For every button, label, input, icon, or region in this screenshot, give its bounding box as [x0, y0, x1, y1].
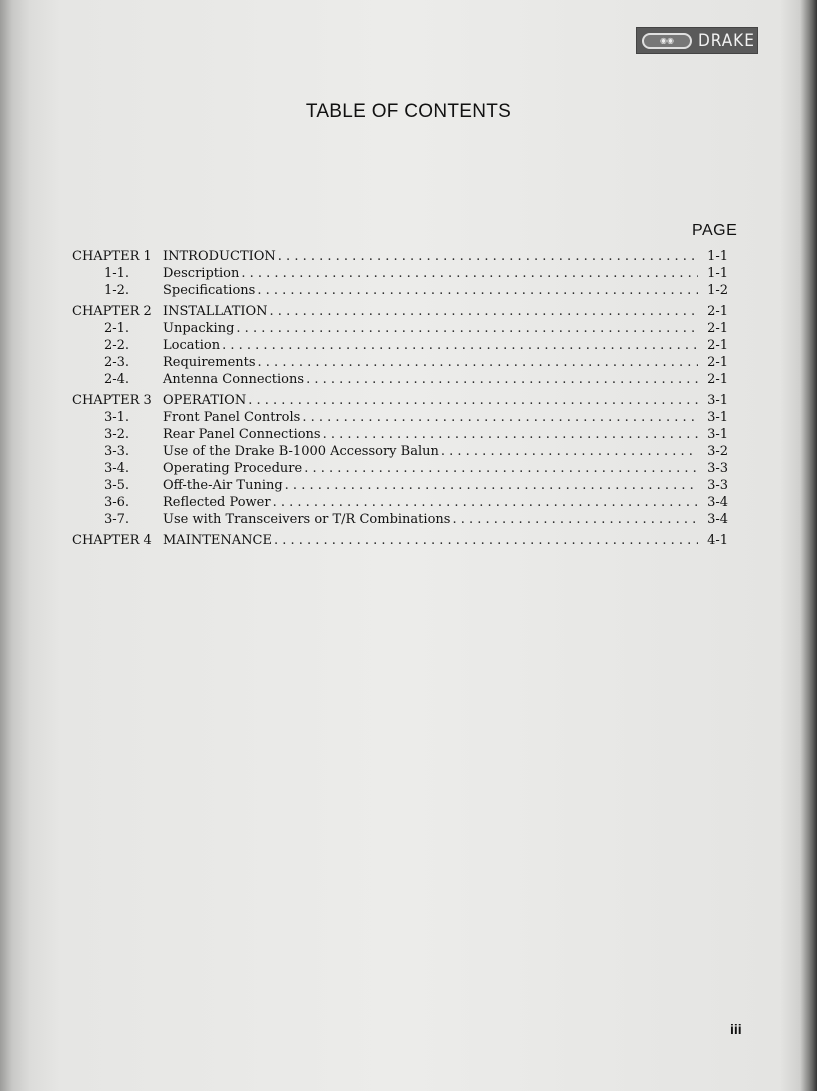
page-reference: 3-3: [707, 478, 728, 493]
dot-leader: [239, 266, 698, 281]
chapter-label: CHAPTER 2: [72, 304, 152, 319]
page-reference: 2-1: [707, 338, 728, 353]
page-reference: 2-1: [707, 372, 728, 387]
dot-leader: [272, 533, 698, 548]
section-title: Specifications: [163, 283, 256, 298]
section-title: Front Panel Controls: [163, 410, 301, 425]
section-number: 1-1.: [104, 266, 130, 281]
dot-leader: [439, 444, 698, 459]
page-reference: 1-1: [707, 266, 728, 281]
toc-section-row: [72, 427, 728, 444]
toc-section-row: [72, 355, 728, 372]
chapter-label: CHAPTER 1: [72, 249, 152, 264]
toc-chapter-row: [72, 304, 728, 321]
toc-section-row: [72, 478, 728, 495]
section-number: 1-2.: [104, 283, 130, 298]
section-title: Unpacking: [163, 321, 235, 336]
toc-section-row: [72, 283, 728, 300]
chapter-title: MAINTENANCE: [163, 533, 272, 548]
section-number: 3-4.: [104, 461, 130, 476]
drake-logo: [636, 27, 758, 54]
chapter-label: CHAPTER 3: [72, 393, 152, 408]
page-reference: 1-2: [707, 283, 728, 298]
dot-leader: [276, 249, 698, 264]
section-number: 3-3.: [104, 444, 130, 459]
chapter-title: INTRODUCTION: [163, 249, 276, 264]
page-reference: 3-1: [707, 393, 728, 408]
drake-emblem-icon: ◉◉: [642, 33, 692, 49]
dot-leader: [256, 355, 698, 370]
dot-leader: [300, 410, 698, 425]
dot-leader: [302, 461, 698, 476]
page-column-header: PAGE: [692, 222, 738, 239]
section-title: Location: [163, 338, 221, 353]
section-title: Reflected Power: [163, 495, 271, 510]
toc-section-row: [72, 321, 728, 338]
chapter-title: OPERATION: [163, 393, 247, 408]
toc-section-row: [72, 461, 728, 478]
section-number: 2-1.: [104, 321, 130, 336]
page-title: TABLE OF CONTENTS: [305, 101, 512, 122]
section-title: Off-the-Air Tuning: [163, 478, 283, 493]
dot-leader: [321, 427, 698, 442]
toc-section-row: [72, 495, 728, 512]
page-reference: 3-2: [707, 444, 728, 459]
page-reference: 3-3: [707, 461, 728, 476]
section-title: Use with Transceivers or T/R Combinations: [163, 512, 451, 527]
dot-leader: [268, 304, 698, 319]
page-reference: 3-1: [707, 410, 728, 425]
toc-section-row: [72, 512, 728, 529]
table-of-contents: [72, 249, 728, 550]
section-title: Description: [163, 266, 240, 281]
toc-section-row: [72, 266, 728, 283]
dot-leader: [304, 372, 698, 387]
section-number: 3-2.: [104, 427, 130, 442]
toc-chapter-row: [72, 533, 728, 550]
section-number: 3-6.: [104, 495, 130, 510]
section-number: 2-4.: [104, 372, 130, 387]
section-number: 2-2.: [104, 338, 130, 353]
section-title: Requirements: [163, 355, 256, 370]
toc-chapter-row: [72, 249, 728, 266]
page-reference: 4-1: [707, 533, 728, 548]
page-reference: 2-1: [707, 321, 728, 336]
page-reference: 3-1: [707, 427, 728, 442]
dot-leader: [234, 321, 698, 336]
toc-section-row: [72, 444, 728, 461]
section-number: 3-1.: [104, 410, 130, 425]
chapter-label: CHAPTER 4: [72, 533, 152, 548]
dot-leader: [220, 338, 698, 353]
dot-leader: [255, 283, 698, 298]
section-title: Antenna Connections: [163, 372, 305, 387]
section-title: Use of the Drake B-1000 Accessory Balun: [163, 444, 439, 459]
toc-chapter-row: [72, 393, 728, 410]
page-number: iii: [730, 1021, 742, 1037]
page-reference: 2-1: [707, 355, 728, 370]
dot-leader: [450, 512, 698, 527]
page-reference: 1-1: [707, 249, 728, 264]
section-number: 2-3.: [104, 355, 130, 370]
toc-section-row: [72, 338, 728, 355]
section-title: Operating Procedure: [163, 461, 303, 476]
page-reference: 3-4: [707, 495, 728, 510]
dot-leader: [271, 495, 698, 510]
page-reference: 2-1: [707, 304, 728, 319]
drake-logo-word: DRAKE: [698, 30, 755, 51]
toc-section-row: [72, 372, 728, 389]
toc-section-row: [72, 410, 728, 427]
page-reference: 3-4: [707, 512, 728, 527]
dot-leader: [283, 478, 698, 493]
section-title: Rear Panel Connections: [163, 427, 321, 442]
section-number: 3-5.: [104, 478, 130, 493]
section-number: 3-7.: [104, 512, 130, 527]
dot-leader: [246, 393, 698, 408]
chapter-title: INSTALLATION: [163, 304, 268, 319]
